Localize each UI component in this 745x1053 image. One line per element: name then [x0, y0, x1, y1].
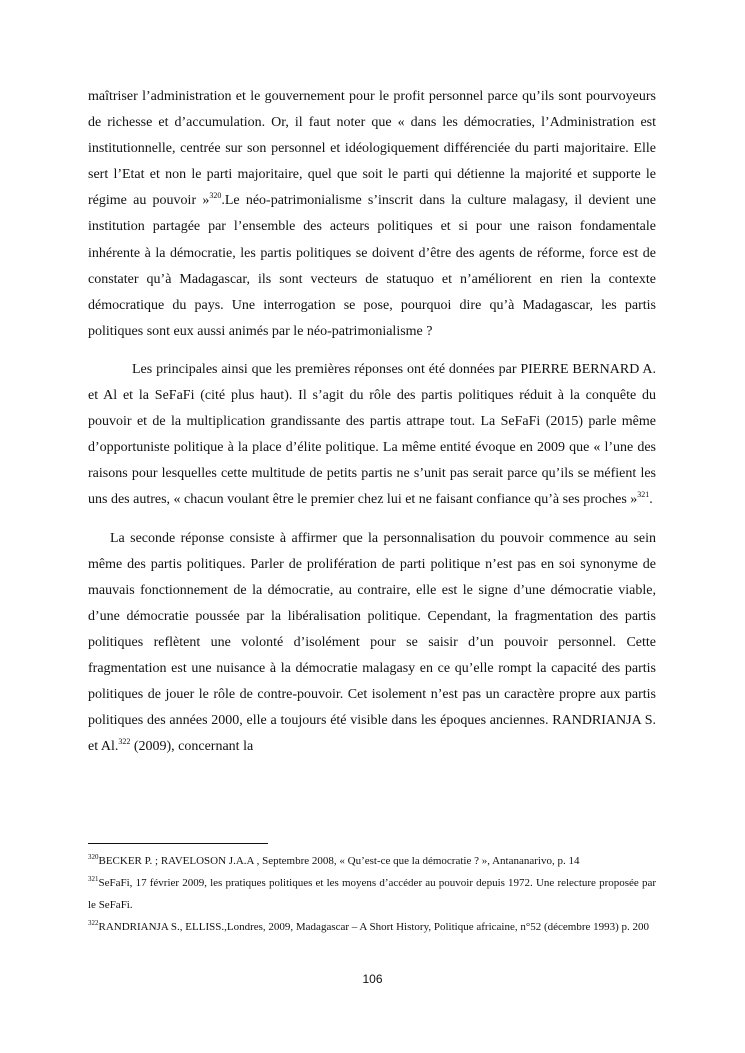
paragraph-2: [88, 357, 656, 514]
footnote-text: SeFaFi, 17 février 2009, les pratiques politiques et les moyens d’accéder au pouvoir depuis 1972. Une relecture proposée par le SeFaFi.: [88, 877, 656, 911]
footnote-text: BECKER P. ; RAVELOSON J.A.A , Septembre 2008, « Qu’est-ce que la démocratie ? », Antananarivo, p. 14: [98, 855, 580, 867]
footnote-320: [88, 850, 656, 872]
paragraph-1-text-a: maîtriser l’administration et le gouvernement pour le profit personnel parce qu’ils sont pourvoyeurs de richesse et d’accumulation. Or, il faut noter que « dans les démocraties, l’Administration est institutionnelle, centrée sur son personnel et idéologiquement différenciée du parti majoritaire. Elle sert l’Etat et non le parti majoritaire, quel que soit le parti qui détienne la majorité et supporte le régime au pouvoir »: [88, 89, 656, 209]
paragraph-3-text-a: La seconde réponse consiste à affirmer que la personnalisation du pouvoir commence au sein même des partis politiques. Parler de prolifération de parti politique n’est pas en soi synonyme de mauvais fonctionnement de la démocratie, au contraire, elle est le signe d’une démocratie viable, d’une démocratie poussée par la libéralisation politique. Cependant, la fragmentation des partis politiques reflètent une volonté d’isolément pour se saisir d’un pouvoir personnel. Cette fragmentation est une nuisance à la démocratie malagasy en ce qu’elle rompt la capacité des partis politiques de jouer le rôle de contre-pouvoir. Cet isolement n’est pas un caractère propre aux partis politiques des années 2000, elle a toujours été visible dans les époques anciennes. RANDRIANJA S. et Al.: [88, 530, 656, 755]
footnote-ref-321[interactable]: 321: [637, 490, 650, 500]
footnote-number: 322: [88, 919, 99, 927]
footnote-number: 320: [88, 853, 99, 861]
paragraph-3-text-b: (2009), concernant la: [130, 739, 254, 755]
paragraph-1: [88, 84, 656, 345]
footnote-321: [88, 872, 656, 916]
footnote-number: 321: [88, 875, 99, 883]
paragraph-2-text-a: Les principales ainsi que les premières réponses ont été données par PIERRE BERNARD A. et Al et la SeFaFi (cité plus haut). Il s’agit du rôle des partis politiques réduit à la conquête du pouvoir et de la multiplication grandissante des partis attrape tout. La SeFaFi (2015) parle même d’opportuniste politique à la place d’élite politique. La même entité évoque en 2009 que « l’une des raisons pour lesquelles cette multitude de petits partis ne s’unit pas serait parce qu’ils se méfient les uns des autres, « chacun voulant être le premier chez lui et ne faisant confiance qu’à ses proches »: [88, 361, 656, 508]
page-number: 106: [362, 972, 383, 986]
paragraph-2-text-b: .: [649, 492, 653, 508]
footnote-322: [88, 916, 656, 938]
footnote-separator: [88, 843, 268, 844]
document-body: [88, 84, 656, 772]
paragraph-3: [88, 526, 656, 761]
footnote-ref-320[interactable]: 320: [209, 191, 222, 201]
footnote-text: RANDRIANJA S., ELLISS.,Londres, 2009, Madagascar – A Short History, Politique africaine, n°52 (décembre 1993) p. 200: [98, 921, 650, 933]
footnotes-section: [88, 843, 656, 938]
footnote-ref-322[interactable]: 322: [118, 737, 131, 747]
paragraph-1-text-b: .Le néo-patrimonialisme s’inscrit dans la culture malagasy, il devient une institution partagée par l’ensemble des acteurs politiques et si pour une raison fondamentale inhérente à la démocratie, les partis politiques se doivent d’être des agents de réforme, force est de constater qu’à Madagascar, ils sont vecteurs de statuquo et n’améliorent en rien la contexte démocratique du pays. Une interrogation se pose, pourquoi dire qu’à Madagascar, les partis politiques sont eux aussi animés par le néo-patrimonialisme ?: [88, 193, 656, 339]
